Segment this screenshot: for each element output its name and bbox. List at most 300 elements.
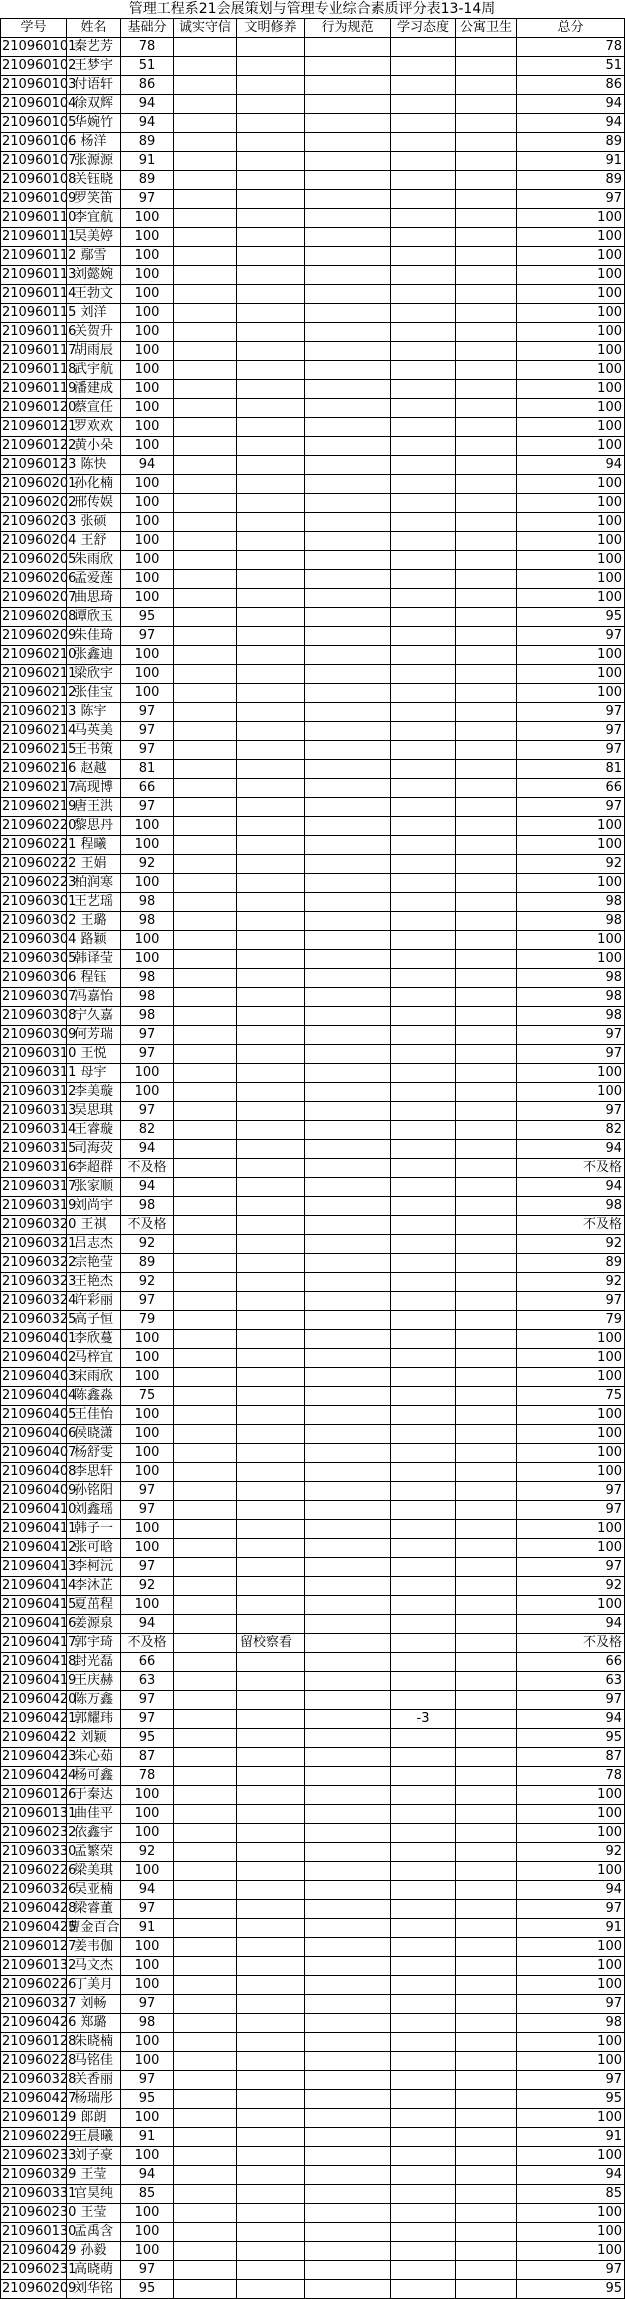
total-cell: 66: [517, 779, 625, 798]
student-id-cell: 210960127: [1, 1938, 67, 1957]
table-row: [1, 2071, 625, 2090]
name-cell: 郎朗: [67, 2109, 121, 2128]
civility-cell: [237, 2185, 305, 2204]
total-cell: 100: [517, 1862, 625, 1881]
student-id-cell: 210960108: [1, 171, 67, 190]
study-attitude-cell: [391, 1501, 456, 1520]
base-score-cell: 100: [121, 1463, 174, 1482]
table-row: [1, 551, 625, 570]
conduct-cell: [305, 57, 391, 76]
study-attitude-cell: [391, 2166, 456, 2185]
study-attitude-cell: [391, 855, 456, 874]
dorm-hygiene-cell: [456, 418, 517, 437]
study-attitude-cell: [391, 304, 456, 323]
name-cell: 于秦达: [67, 1786, 121, 1805]
base-score-cell: 92: [121, 1235, 174, 1254]
student-id-cell: 210960206: [1, 570, 67, 589]
civility-cell: 留校察看: [237, 1634, 305, 1653]
header-dorm-hygiene: 公寓卫生: [456, 19, 517, 38]
total-cell: 100: [517, 836, 625, 855]
table-row: [1, 266, 625, 285]
dorm-hygiene-cell: [456, 1102, 517, 1121]
student-id-cell: 210960213: [1, 703, 67, 722]
base-score-cell: 78: [121, 38, 174, 57]
student-id-cell: 210960219: [1, 798, 67, 817]
name-cell: 潘建成: [67, 380, 121, 399]
civility-cell: [237, 475, 305, 494]
table-row: [1, 2147, 625, 2166]
total-cell: 100: [517, 1463, 625, 1482]
name-cell: 宗艳莹: [67, 1254, 121, 1273]
base-score-cell: 100: [121, 874, 174, 893]
conduct-cell: [305, 1672, 391, 1691]
dorm-hygiene-cell: [456, 760, 517, 779]
honesty-cell: [174, 2242, 237, 2261]
student-id-cell: 210960412: [1, 1539, 67, 1558]
student-id-cell: 210960209: [1, 627, 67, 646]
study-attitude-cell: [391, 2128, 456, 2147]
honesty-cell: [174, 2166, 237, 2185]
base-score-cell: 97: [121, 1558, 174, 1577]
name-cell: 王勃文: [67, 285, 121, 304]
student-id-cell: 210960201: [1, 475, 67, 494]
name-cell: 王璐: [67, 912, 121, 931]
name-cell: 封光磊: [67, 1653, 121, 1672]
total-cell: 100: [517, 1349, 625, 1368]
total-cell: 100: [517, 570, 625, 589]
base-score-cell: 100: [121, 1596, 174, 1615]
total-cell: 100: [517, 646, 625, 665]
dorm-hygiene-cell: [456, 456, 517, 475]
header-civility: 文明修养: [237, 19, 305, 38]
conduct-cell: [305, 2223, 391, 2242]
civility-cell: [237, 494, 305, 513]
dorm-hygiene-cell: [456, 1292, 517, 1311]
name-cell: 路颖: [67, 931, 121, 950]
total-cell: 100: [517, 2204, 625, 2223]
study-attitude-cell: [391, 133, 456, 152]
base-score-cell: 100: [121, 1805, 174, 1824]
table-row: [1, 722, 625, 741]
name-cell: 唐王洪: [67, 798, 121, 817]
honesty-cell: [174, 1121, 237, 1140]
total-cell: 94: [517, 1615, 625, 1634]
conduct-cell: [305, 1273, 391, 1292]
dorm-hygiene-cell: [456, 1786, 517, 1805]
table-row: [1, 152, 625, 171]
dorm-hygiene-cell: [456, 1843, 517, 1862]
base-score-cell: 98: [121, 912, 174, 931]
study-attitude-cell: [391, 1121, 456, 1140]
study-attitude-cell: [391, 228, 456, 247]
student-id-cell: 210960420: [1, 1691, 67, 1710]
dorm-hygiene-cell: [456, 76, 517, 95]
conduct-cell: [305, 399, 391, 418]
name-cell: 马铭佳: [67, 2052, 121, 2071]
base-score-cell: 100: [121, 665, 174, 684]
name-cell: 程钰: [67, 969, 121, 988]
base-score-cell: 97: [121, 1995, 174, 2014]
study-attitude-cell: [391, 323, 456, 342]
name-cell: 关香丽: [67, 2071, 121, 2090]
honesty-cell: [174, 608, 237, 627]
honesty-cell: [174, 1292, 237, 1311]
honesty-cell: [174, 475, 237, 494]
student-id-cell: 210960314: [1, 1121, 67, 1140]
conduct-cell: [305, 1596, 391, 1615]
name-cell: 孟繁荣: [67, 1843, 121, 1862]
base-score-cell: 100: [121, 2033, 174, 2052]
honesty-cell: [174, 722, 237, 741]
total-cell: 89: [517, 133, 625, 152]
study-attitude-cell: [391, 2090, 456, 2109]
total-cell: 100: [517, 323, 625, 342]
dorm-hygiene-cell: [456, 1501, 517, 1520]
conduct-cell: [305, 1748, 391, 1767]
dorm-hygiene-cell: [456, 513, 517, 532]
study-attitude-cell: [391, 1178, 456, 1197]
name-cell: 张可晗: [67, 1539, 121, 1558]
name-cell: 黎思丹: [67, 817, 121, 836]
base-score-cell: 100: [121, 2204, 174, 2223]
total-cell: 94: [517, 1140, 625, 1159]
total-cell: 92: [517, 855, 625, 874]
conduct-cell: [305, 646, 391, 665]
honesty-cell: [174, 988, 237, 1007]
table-row: [1, 1349, 625, 1368]
base-score-cell: 98: [121, 1197, 174, 1216]
student-id-cell: 210960228: [1, 2052, 67, 2071]
student-id-cell: 210960212: [1, 684, 67, 703]
name-cell: 朱心茹: [67, 1748, 121, 1767]
student-id-cell: 210960102: [1, 57, 67, 76]
conduct-cell: [305, 703, 391, 722]
total-cell: 100: [517, 475, 625, 494]
dorm-hygiene-cell: [456, 2090, 517, 2109]
name-cell: 冯嘉怡: [67, 988, 121, 1007]
base-score-cell: 100: [121, 1938, 174, 1957]
table-row: [1, 1691, 625, 1710]
base-score-cell: 89: [121, 171, 174, 190]
civility-cell: [237, 171, 305, 190]
conduct-cell: [305, 323, 391, 342]
civility-cell: [237, 1995, 305, 2014]
base-score-cell: 98: [121, 893, 174, 912]
dorm-hygiene-cell: [456, 2128, 517, 2147]
civility-cell: [237, 1805, 305, 1824]
name-cell: 罗欢欢: [67, 418, 121, 437]
table-row: [1, 1064, 625, 1083]
base-score-cell: 100: [121, 247, 174, 266]
civility-cell: [237, 114, 305, 133]
civility-cell: [237, 1596, 305, 1615]
total-cell: 100: [517, 684, 625, 703]
total-cell: 98: [517, 912, 625, 931]
study-attitude-cell: [391, 2109, 456, 2128]
base-score-cell: 97: [121, 627, 174, 646]
honesty-cell: [174, 1463, 237, 1482]
study-attitude-cell: [391, 285, 456, 304]
study-attitude-cell: [391, 1957, 456, 1976]
civility-cell: [237, 1862, 305, 1881]
name-cell: 高晓萌: [67, 2261, 121, 2280]
dorm-hygiene-cell: [456, 1083, 517, 1102]
conduct-cell: [305, 1710, 391, 1729]
table-row: [1, 2033, 625, 2052]
honesty-cell: [174, 570, 237, 589]
table-row: [1, 1444, 625, 1463]
honesty-cell: [174, 1083, 237, 1102]
total-cell: 100: [517, 2223, 625, 2242]
honesty-cell: [174, 1387, 237, 1406]
conduct-cell: [305, 2242, 391, 2261]
student-id-cell: 210960109: [1, 190, 67, 209]
civility-cell: [237, 2204, 305, 2223]
honesty-cell: [174, 1045, 237, 1064]
name-cell: 赵越: [67, 760, 121, 779]
base-score-cell: 66: [121, 1653, 174, 1672]
base-score-cell: 不及格: [121, 1216, 174, 1235]
honesty-cell: [174, 247, 237, 266]
student-id-cell: 210960203: [1, 513, 67, 532]
study-attitude-cell: [391, 2242, 456, 2261]
honesty-cell: [174, 1368, 237, 1387]
base-score-cell: 92: [121, 1843, 174, 1862]
study-attitude-cell: [391, 1463, 456, 1482]
name-cell: 姜源泉: [67, 1615, 121, 1634]
dorm-hygiene-cell: [456, 1121, 517, 1140]
name-cell: 宋雨欣: [67, 1368, 121, 1387]
civility-cell: [237, 1881, 305, 1900]
base-score-cell: 100: [121, 1425, 174, 1444]
study-attitude-cell: [391, 627, 456, 646]
civility-cell: [237, 874, 305, 893]
civility-cell: [237, 855, 305, 874]
honesty-cell: [174, 551, 237, 570]
student-id-cell: 210960119: [1, 380, 67, 399]
conduct-cell: [305, 931, 391, 950]
student-id-cell: 210960204: [1, 532, 67, 551]
table-row: [1, 38, 625, 57]
honesty-cell: [174, 1881, 237, 1900]
dorm-hygiene-cell: [456, 779, 517, 798]
total-cell: 100: [517, 2109, 625, 2128]
student-id-cell: 210960323: [1, 1273, 67, 1292]
total-cell: 不及格: [517, 1634, 625, 1653]
table-row: [1, 475, 625, 494]
conduct-cell: [305, 2185, 391, 2204]
student-id-cell: 210960419: [1, 1672, 67, 1691]
study-attitude-cell: [391, 380, 456, 399]
study-attitude-cell: [391, 2280, 456, 2299]
student-id-cell: 210960114: [1, 285, 67, 304]
table-row: [1, 133, 625, 152]
study-attitude-cell: [391, 1159, 456, 1178]
total-cell: 100: [517, 437, 625, 456]
table-row: [1, 1957, 625, 1976]
student-id-cell: 210960123: [1, 456, 67, 475]
student-id-cell: 210960309: [1, 1026, 67, 1045]
dorm-hygiene-cell: [456, 1881, 517, 1900]
base-score-cell: 78: [121, 1767, 174, 1786]
student-id-cell: 210960210: [1, 646, 67, 665]
total-cell: 100: [517, 304, 625, 323]
dorm-hygiene-cell: [456, 608, 517, 627]
name-cell: 朱晓楠: [67, 2033, 121, 2052]
conduct-cell: [305, 95, 391, 114]
total-cell: 78: [517, 1767, 625, 1786]
honesty-cell: [174, 1102, 237, 1121]
dorm-hygiene-cell: [456, 57, 517, 76]
study-attitude-cell: [391, 1672, 456, 1691]
study-attitude-cell: [391, 2033, 456, 2052]
student-id-cell: 210960229: [1, 2128, 67, 2147]
table-row: [1, 1254, 625, 1273]
table-row: [1, 1026, 625, 1045]
name-cell: 刘尚宇: [67, 1197, 121, 1216]
total-cell: 79: [517, 1311, 625, 1330]
base-score-cell: 100: [121, 1862, 174, 1881]
honesty-cell: [174, 1330, 237, 1349]
base-score-cell: 100: [121, 931, 174, 950]
study-attitude-cell: [391, 513, 456, 532]
conduct-cell: [305, 342, 391, 361]
base-score-cell: 100: [121, 1406, 174, 1425]
conduct-cell: [305, 2261, 391, 2280]
name-cell: 宁久嘉: [67, 1007, 121, 1026]
total-cell: 100: [517, 874, 625, 893]
base-score-cell: 100: [121, 266, 174, 285]
conduct-cell: [305, 1843, 391, 1862]
civility-cell: [237, 190, 305, 209]
conduct-cell: [305, 1862, 391, 1881]
table-row: [1, 57, 625, 76]
student-id-cell: 210960320: [1, 1216, 67, 1235]
dorm-hygiene-cell: [456, 1045, 517, 1064]
student-id-cell: 210960324: [1, 1292, 67, 1311]
base-score-cell: 98: [121, 1007, 174, 1026]
base-score-cell: 100: [121, 1957, 174, 1976]
dorm-hygiene-cell: [456, 627, 517, 646]
table-row: [1, 228, 625, 247]
base-score-cell: 100: [121, 1824, 174, 1843]
name-cell: 李超群: [67, 1159, 121, 1178]
dorm-hygiene-cell: [456, 342, 517, 361]
total-cell: 95: [517, 2090, 625, 2109]
student-id-cell: 210960305: [1, 950, 67, 969]
base-score-cell: 97: [121, 1102, 174, 1121]
base-score-cell: 100: [121, 2242, 174, 2261]
table-row: [1, 171, 625, 190]
table-row: [1, 380, 625, 399]
student-id-cell: 210960317: [1, 1178, 67, 1197]
name-cell: 梁美琪: [67, 1862, 121, 1881]
table-row: [1, 817, 625, 836]
conduct-cell: [305, 2204, 391, 2223]
honesty-cell: [174, 304, 237, 323]
student-id-cell: 210960205: [1, 551, 67, 570]
civility-cell: [237, 1501, 305, 1520]
dorm-hygiene-cell: [456, 266, 517, 285]
study-attitude-cell: [391, 1653, 456, 1672]
student-id-cell: 210960222: [1, 855, 67, 874]
total-cell: 81: [517, 760, 625, 779]
name-cell: 何芳瑞: [67, 1026, 121, 1045]
conduct-cell: [305, 2109, 391, 2128]
name-cell: 郭宇琦: [67, 1634, 121, 1653]
civility-cell: [237, 1102, 305, 1121]
honesty-cell: [174, 1026, 237, 1045]
civility-cell: [237, 1767, 305, 1786]
name-cell: 刘鑫瑶: [67, 1501, 121, 1520]
total-cell: 100: [517, 266, 625, 285]
civility-cell: [237, 1387, 305, 1406]
dorm-hygiene-cell: [456, 399, 517, 418]
civility-cell: [237, 1672, 305, 1691]
table-row: [1, 2223, 625, 2242]
civility-cell: [237, 1216, 305, 1235]
dorm-hygiene-cell: [456, 95, 517, 114]
base-score-cell: 95: [121, 1729, 174, 1748]
civility-cell: [237, 1919, 305, 1938]
conduct-cell: [305, 969, 391, 988]
dorm-hygiene-cell: [456, 2185, 517, 2204]
study-attitude-cell: [391, 1083, 456, 1102]
sheet-title: 管理工程系21会展策划与管理专业综合素质评分表13-14周: [128, 1, 496, 17]
dorm-hygiene-cell: [456, 912, 517, 931]
table-row: [1, 456, 625, 475]
table-row: [1, 1862, 625, 1881]
name-cell: 王莹: [67, 2166, 121, 2185]
honesty-cell: [174, 1444, 237, 1463]
name-cell: 丁美月: [67, 1976, 121, 1995]
civility-cell: [237, 1178, 305, 1197]
name-cell: 陈快: [67, 456, 121, 475]
dorm-hygiene-cell: [456, 323, 517, 342]
honesty-cell: [174, 2014, 237, 2033]
study-attitude-cell: [391, 38, 456, 57]
student-id-cell: 210960121: [1, 418, 67, 437]
honesty-cell: [174, 1710, 237, 1729]
honesty-cell: [174, 1653, 237, 1672]
honesty-cell: [174, 1957, 237, 1976]
study-attitude-cell: [391, 551, 456, 570]
student-id-cell: 210960417: [1, 1634, 67, 1653]
total-cell: 100: [517, 1330, 625, 1349]
base-score-cell: 100: [121, 399, 174, 418]
honesty-cell: [174, 342, 237, 361]
total-cell: 98: [517, 1007, 625, 1026]
student-id-cell: 210960132: [1, 1957, 67, 1976]
student-id-cell: 210960313: [1, 1102, 67, 1121]
study-attitude-cell: [391, 589, 456, 608]
table-row: [1, 418, 625, 437]
conduct-cell: [305, 1425, 391, 1444]
civility-cell: [237, 1045, 305, 1064]
conduct-cell: [305, 1311, 391, 1330]
honesty-cell: [174, 1976, 237, 1995]
student-id-cell: 210960326: [1, 1881, 67, 1900]
name-cell: 张佳宝: [67, 684, 121, 703]
student-id-cell: 210960104: [1, 95, 67, 114]
student-id-cell: 210960117: [1, 342, 67, 361]
conduct-cell: [305, 152, 391, 171]
dorm-hygiene-cell: [456, 1482, 517, 1501]
table-row: [1, 1102, 625, 1121]
base-score-cell: 100: [121, 418, 174, 437]
study-attitude-cell: [391, 1976, 456, 1995]
student-id-cell: 210960220: [1, 817, 67, 836]
